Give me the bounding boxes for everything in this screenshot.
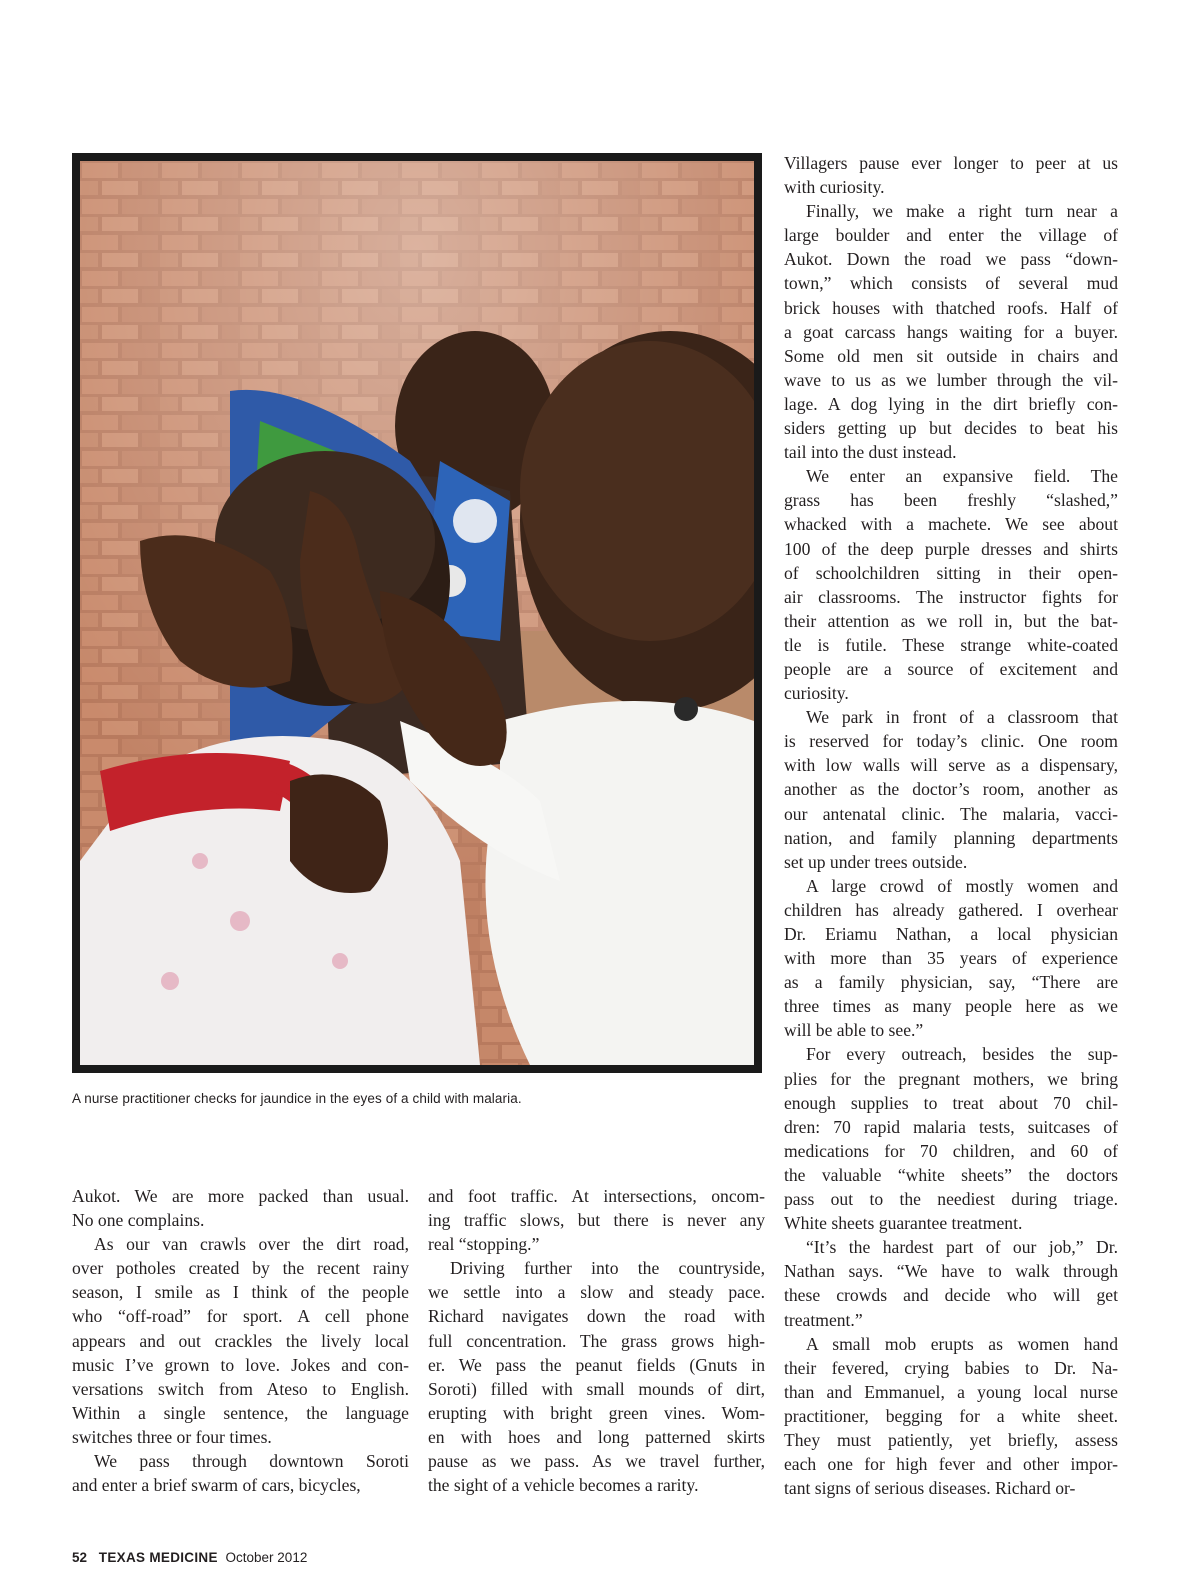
text-line: grass has been freshly “slashed,” bbox=[784, 490, 1118, 511]
text-line: We pass through downtown Soroti bbox=[94, 1451, 409, 1472]
article-photo bbox=[72, 153, 762, 1073]
text-line: Finally, we make a right turn near a bbox=[806, 201, 1118, 222]
photo-nurse-child-illustration bbox=[80, 161, 754, 1065]
text-line: town,” which consists of several mud bbox=[784, 273, 1118, 294]
text-line: A large crowd of mostly women and bbox=[806, 875, 1118, 896]
text-line: No one complains. bbox=[72, 1210, 205, 1231]
paragraph bbox=[784, 705, 1118, 874]
text-line: Dr. Eriamu Nathan, a local physician bbox=[784, 924, 1118, 944]
text-line: each one for high fever and other impor- bbox=[784, 1454, 1118, 1475]
text-line: who “off-road” for sport. A cell phone bbox=[72, 1306, 409, 1327]
text-line: pause as we pass. As we travel further, bbox=[428, 1451, 765, 1472]
paragraph bbox=[428, 1184, 765, 1256]
text-line: Nathan says. “We have to walk through bbox=[784, 1261, 1118, 1282]
text-line: For every outreach, besides the sup- bbox=[806, 1044, 1118, 1065]
paragraph bbox=[784, 1042, 1118, 1235]
text-line: the sight of a vehicle becomes a rarity. bbox=[428, 1475, 699, 1496]
text-line: real “stopping.” bbox=[428, 1234, 540, 1255]
text-line: Richard navigates down the road with bbox=[428, 1306, 765, 1327]
text-line: set up under trees outside. bbox=[784, 851, 968, 872]
text-line: as a family physician, say, “There are bbox=[784, 972, 1118, 993]
text-line: curiosity. bbox=[784, 683, 849, 704]
text-line: As our van crawls over the dirt road, bbox=[94, 1234, 409, 1255]
text-line: a goat carcass hangs waiting for a buyer. bbox=[784, 321, 1118, 342]
text-line: the valuable “white sheets” the doctors bbox=[784, 1164, 1118, 1185]
text-line: practitioner, begging for a white sheet. bbox=[784, 1405, 1118, 1426]
text-line: plies for the pregnant mothers, we bring bbox=[784, 1068, 1118, 1089]
text-line: We park in front of a classroom that bbox=[806, 707, 1118, 728]
text-line: tant signs of serious diseases. Richard or- bbox=[784, 1478, 1076, 1499]
text-line: will be able to see.” bbox=[784, 1020, 924, 1041]
text-line: They must patiently, yet briefly, assess bbox=[784, 1429, 1118, 1450]
text-line: our antenatal clinic. The malaria, vacci- bbox=[784, 803, 1118, 824]
paragraph bbox=[784, 199, 1118, 464]
text-line: siders getting up but decides to beat his bbox=[784, 418, 1118, 439]
text-line: another as the doctor’s room, another as bbox=[784, 779, 1118, 800]
text-line: Driving further into the countryside, bbox=[450, 1258, 765, 1279]
text-line: pass out to the neediest during triage. bbox=[784, 1189, 1118, 1210]
text-line: of schoolchildren sitting in their open- bbox=[784, 562, 1118, 583]
text-line: nation, and family planning departments bbox=[784, 827, 1118, 848]
paragraph bbox=[784, 874, 1118, 1043]
paragraph bbox=[72, 1232, 409, 1449]
text-line: wave to us as we lumber through the vil- bbox=[784, 369, 1118, 390]
issue-date: October 2012 bbox=[225, 1550, 308, 1565]
text-line: versations switch from Ateso to English. bbox=[72, 1378, 409, 1399]
text-line: with low walls will serve as a dispensary, bbox=[784, 755, 1118, 776]
text-line: air classrooms. The instructor fights for bbox=[784, 586, 1118, 607]
paragraph bbox=[784, 1332, 1118, 1501]
text-line: whacked with a machete. We see about bbox=[784, 514, 1118, 535]
paragraph bbox=[784, 151, 1118, 199]
article-column-right bbox=[784, 151, 1118, 1500]
text-line: people are a source of excitement and bbox=[784, 658, 1118, 679]
text-line: their attention as we roll in, but the bat- bbox=[784, 610, 1118, 631]
text-line: children has already gathered. I overhear bbox=[784, 899, 1118, 920]
article-column-middle bbox=[428, 1184, 765, 1497]
text-line: A small mob erupts as women hand bbox=[806, 1333, 1118, 1354]
text-line: Aukot. Down the road we pass “down- bbox=[784, 249, 1118, 270]
text-line: appears and out crackles the lively local bbox=[72, 1330, 409, 1351]
photo-caption: A nurse practitioner checks for jaundice in the eyes of a child with malaria. bbox=[72, 1091, 522, 1106]
text-line: tail into the dust instead. bbox=[784, 442, 957, 463]
text-line: er. We pass the peanut fields (Gnuts in bbox=[428, 1354, 765, 1375]
text-line: than and Emmanuel, a young local nurse bbox=[784, 1381, 1118, 1402]
text-line: large boulder and enter the village of bbox=[784, 225, 1118, 246]
text-line: is reserved for today’s clinic. One room bbox=[784, 731, 1118, 752]
text-line: medications for 70 children, and 60 of bbox=[784, 1140, 1118, 1161]
text-line: music I’ve grown to love. Jokes and con- bbox=[72, 1354, 409, 1375]
text-line: treatment.” bbox=[784, 1309, 863, 1330]
text-line: erupting with bright green vines. Wom- bbox=[428, 1402, 765, 1423]
text-line: Soroti) filled with small mounds of dirt, bbox=[428, 1378, 765, 1399]
text-line: Some old men sit outside in chairs and bbox=[784, 345, 1118, 366]
text-line: and enter a brief swarm of cars, bicycles, bbox=[72, 1475, 361, 1496]
paragraph bbox=[784, 1235, 1118, 1331]
text-line: lage. A dog lying in the dirt briefly con- bbox=[784, 393, 1118, 414]
text-line: over potholes created by the recent rainy bbox=[72, 1258, 409, 1279]
text-line: these crowds and decide who will get bbox=[784, 1285, 1118, 1306]
page-number: 52 bbox=[72, 1550, 88, 1565]
text-line: full concentration. The grass grows high- bbox=[428, 1330, 765, 1351]
text-line: White sheets guarantee treatment. bbox=[784, 1213, 1023, 1234]
text-line: season, I smile as I think of the people bbox=[72, 1282, 409, 1303]
magazine-name: TEXAS MEDICINE bbox=[98, 1550, 218, 1565]
text-line: 100 of the deep purple dresses and shirts bbox=[784, 538, 1118, 559]
text-line: en with hoes and long patterned skirts bbox=[428, 1426, 765, 1447]
text-line: with more than 35 years of experience bbox=[784, 948, 1118, 969]
text-line: brick houses with thatched roofs. Half of bbox=[784, 297, 1118, 318]
text-line: dren: 70 rapid malaria tests, suitcases of bbox=[784, 1116, 1118, 1137]
paragraph bbox=[72, 1449, 409, 1497]
text-line: Aukot. We are more packed than usual. bbox=[72, 1186, 409, 1206]
text-line: tle is futile. These strange white-coated bbox=[784, 634, 1118, 655]
text-line: three times as many people here as we bbox=[784, 996, 1118, 1017]
paragraph bbox=[784, 464, 1118, 705]
paragraph bbox=[72, 1184, 409, 1232]
text-line: “It’s the hardest part of our job,” Dr. bbox=[806, 1237, 1118, 1258]
text-line: Villagers pause ever longer to peer at us bbox=[784, 153, 1118, 173]
text-line: Within a single sentence, the language bbox=[72, 1402, 409, 1423]
text-line: enough supplies to treat about 70 chil- bbox=[784, 1092, 1118, 1113]
article-column-left bbox=[72, 1184, 409, 1497]
page-footer bbox=[72, 1550, 307, 1565]
text-line: their fevered, crying babies to Dr. Na- bbox=[784, 1357, 1118, 1378]
text-line: ing traffic slows, but there is never any bbox=[428, 1210, 765, 1231]
text-line: switches three or four times. bbox=[72, 1426, 272, 1447]
text-line: we settle into a slow and steady pace. bbox=[428, 1282, 765, 1303]
text-line: with curiosity. bbox=[784, 177, 885, 198]
paragraph bbox=[428, 1256, 765, 1497]
text-line: We enter an expansive field. The bbox=[806, 466, 1118, 487]
text-line: and foot traffic. At intersections, oncom- bbox=[428, 1186, 765, 1206]
